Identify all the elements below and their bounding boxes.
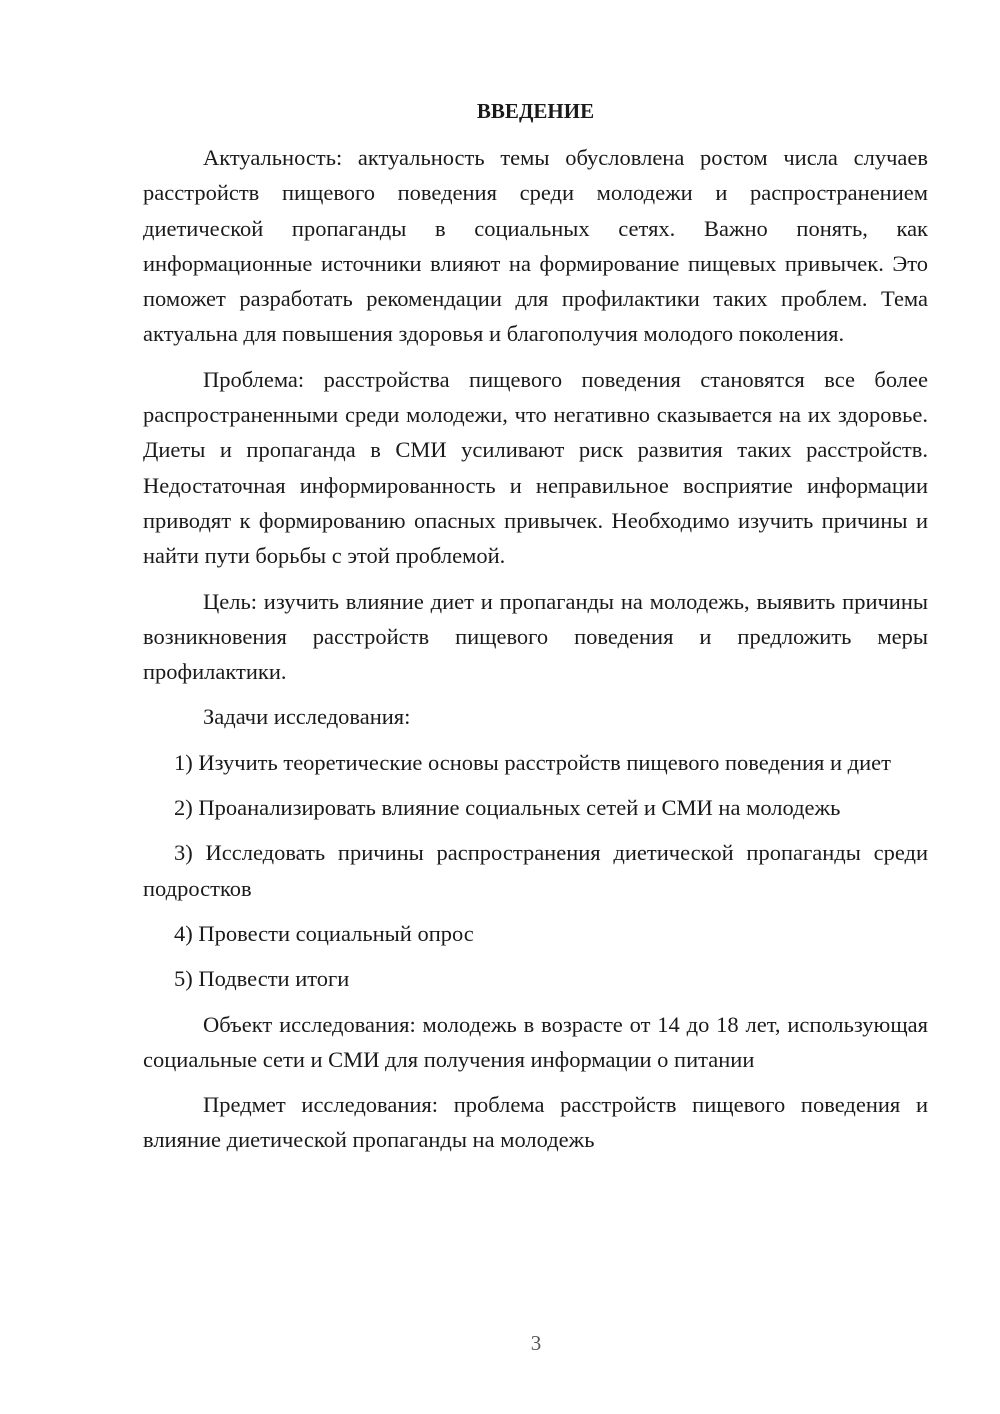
task-item-1: 1) Изучить теоретические основы расстройств пищевого поведения и диет <box>174 749 891 775</box>
subject-paragraph: Предмет исследования: проблема расстройств пищевого поведения и влияние диетической пропаганды на молодежь <box>143 1092 928 1153</box>
document-body <box>143 94 928 1168</box>
object-paragraph: Объект исследования: молодежь в возрасте от 14 до 18 лет, использующая социальные сети и СМИ для получения информации о питании <box>143 1011 928 1072</box>
tasks-label: Задачи исследования: <box>203 704 411 730</box>
task-item-5: 5) Подвести итоги <box>174 966 350 992</box>
relevance-paragraph: Актуальность: актуальность темы обусловлена ростом числа случаев расстройств пищевого поведения среди молодежи и распространением диетической пропаганды в социальных сетях. Важно понять, как информационные источники влияют на формирование пищевых привычек. Это поможет разработать рекомендации для профилактики таких проблем. Тема актуальна для повышения здоровья и благополучия молодого поколения. <box>143 145 928 347</box>
task-item-3: 3) Исследовать причины распространения диетической пропаганды среди подростков <box>143 840 928 901</box>
goal-paragraph: Цель: изучить влияние диет и пропаганды на молодежь, выявить причины возникновения расстройств пищевого поведения и предложить меры профилактики. <box>143 588 928 685</box>
problem-paragraph: Проблема: расстройства пищевого поведения становятся все более распространенными среди молодежи, что негативно сказывается на их здоровье. Диеты и пропаганда в СМИ усиливают риск развития таких расстройств. Недостаточная информированность и неправильное восприятие информации приводят к формированию опасных привычек. Необходимо изучить причины и найти пути борьбы с этой проблемой. <box>143 366 928 569</box>
task-item-4: 4) Провести социальный опрос <box>174 920 474 946</box>
page-number: 3 <box>530 1331 542 1355</box>
task-item-2: 2) Проанализировать влияние социальных сетей и СМИ на молодежь <box>174 795 841 821</box>
section-heading: ВВЕДЕНИЕ <box>476 99 595 123</box>
